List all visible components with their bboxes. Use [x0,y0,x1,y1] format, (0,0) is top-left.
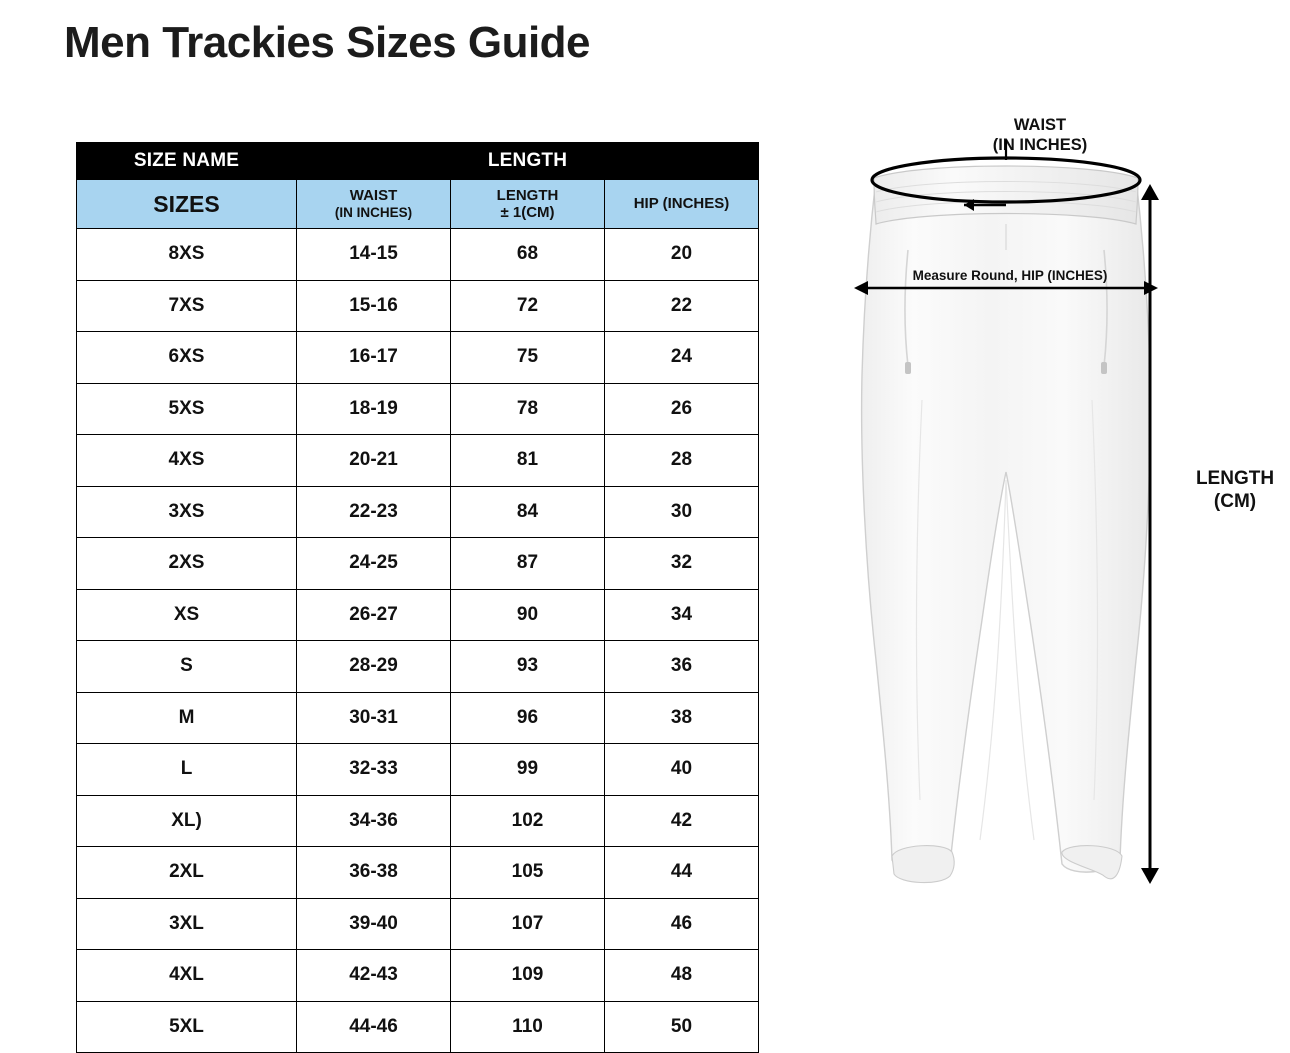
cell-length: 107 [451,898,605,950]
cell-size-name: 2XL [77,847,297,899]
cell-size-name: 2XS [77,538,297,590]
table-row [77,847,759,899]
cell-size-name: M [77,692,297,744]
cell-size-name: 3XS [77,486,297,538]
header-waist [297,180,451,229]
table-row [77,1001,759,1053]
pants-illustration [830,100,1270,930]
cell-length: 75 [451,332,605,384]
cell-waist: 14-15 [297,229,451,281]
table-row [77,538,759,590]
cell-size-name: 8XS [77,229,297,281]
cell-size-name: 7XS [77,280,297,332]
cell-size-name: 4XS [77,435,297,487]
cell-waist: 36-38 [297,847,451,899]
cell-size-name: 5XS [77,383,297,435]
table-sub-header-row [77,180,759,229]
cell-length: 109 [451,950,605,1002]
table-row [77,332,759,384]
cell-length: 84 [451,486,605,538]
cell-length: 96 [451,692,605,744]
waist-label-line2: (IN INCHES) [992,135,1088,154]
cell-waist: 28-29 [297,641,451,693]
cell-hip: 50 [605,1001,759,1053]
length-label-line1: LENGTH [1195,468,1275,489]
table-row [77,898,759,950]
cell-waist: 34-36 [297,795,451,847]
table-row [77,435,759,487]
cell-length: 87 [451,538,605,590]
size-table [76,142,759,1053]
cell-length: 99 [451,744,605,796]
cell-hip: 20 [605,229,759,281]
cell-size-name: 6XS [77,332,297,384]
header-length: LENGTH [297,143,759,180]
cell-size-name: S [77,641,297,693]
header-hip [605,180,759,229]
table-row [77,589,759,641]
header-length-line1: LENGTH [496,186,559,204]
size-table-container [76,142,758,1053]
cell-length: 102 [451,795,605,847]
cell-waist: 18-19 [297,383,451,435]
table-row [77,692,759,744]
cell-waist: 30-31 [297,692,451,744]
table-row [77,383,759,435]
header-length-cm [451,180,605,229]
cell-hip: 34 [605,589,759,641]
table-row [77,641,759,693]
pants-measurement-diagram [830,100,1275,930]
cell-waist: 24-25 [297,538,451,590]
table-row [77,744,759,796]
table-top-header-row [77,143,759,180]
cell-hip: 22 [605,280,759,332]
header-waist-line1: WAIST [349,187,398,205]
cell-length: 90 [451,589,605,641]
cell-hip: 44 [605,847,759,899]
cell-hip: 36 [605,641,759,693]
size-table-body [77,229,759,1053]
header-waist-line2: (IN INCHES) [334,204,413,220]
header-size-name: SIZE NAME [77,143,297,180]
cell-hip: 26 [605,383,759,435]
cell-size-name: 4XL [77,950,297,1002]
table-row [77,280,759,332]
cell-hip: 38 [605,692,759,744]
cell-waist: 26-27 [297,589,451,641]
cell-length: 68 [451,229,605,281]
cell-size-name: 3XL [77,898,297,950]
cell-waist: 32-33 [297,744,451,796]
table-row [77,795,759,847]
cell-waist: 20-21 [297,435,451,487]
table-row [77,486,759,538]
waist-label-line1: WAIST [1013,116,1067,134]
cell-hip: 32 [605,538,759,590]
page-title: Men Trackies Sizes Guide [64,18,591,67]
cell-hip: 28 [605,435,759,487]
header-hip-label: HIP (INCHES) [633,195,730,213]
header-sizes: SIZES [77,180,297,229]
cell-size-name: XS [77,589,297,641]
cell-length: 78 [451,383,605,435]
cell-size-name: L [77,744,297,796]
cell-length: 110 [451,1001,605,1053]
hip-label: Measure Round, HIP (INCHES) [912,268,1108,283]
cell-hip: 48 [605,950,759,1002]
cell-hip: 42 [605,795,759,847]
cell-waist: 22-23 [297,486,451,538]
cell-waist: 42-43 [297,950,451,1002]
cell-size-name: 5XL [77,1001,297,1053]
cell-waist: 44-46 [297,1001,451,1053]
cell-length: 105 [451,847,605,899]
length-label-line2: (CM) [1213,490,1257,512]
cell-hip: 24 [605,332,759,384]
cell-length: 81 [451,435,605,487]
cell-hip: 30 [605,486,759,538]
cell-size-name: XL) [77,795,297,847]
header-length-line2: ± 1(CM) [500,204,555,221]
cell-length: 72 [451,280,605,332]
table-row [77,950,759,1002]
cell-waist: 39-40 [297,898,451,950]
cell-hip: 40 [605,744,759,796]
table-row [77,229,759,281]
cell-waist: 16-17 [297,332,451,384]
cell-hip: 46 [605,898,759,950]
cell-waist: 15-16 [297,280,451,332]
cell-length: 93 [451,641,605,693]
